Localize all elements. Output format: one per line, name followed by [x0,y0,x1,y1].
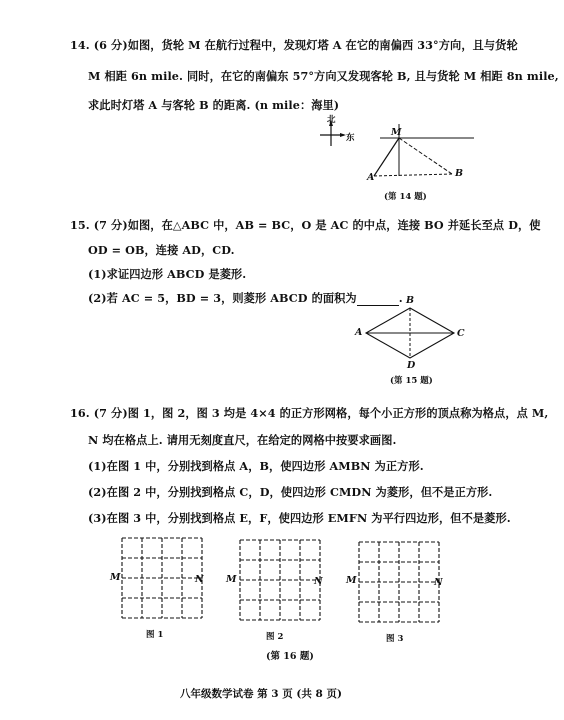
grid-2-caption: 图 2 [266,632,284,642]
page-footer: 八年级数学试卷 第 3 页 (共 8 页) [180,688,342,700]
q15-line-2: OD = OB，连接 AD，CD. [88,243,235,257]
q15-figure [364,306,456,362]
grid-3-label-n: N [434,577,443,588]
compass-north-label: 北 [327,115,336,125]
q16-line-1: 16. (7 分)图 1，图 2，图 3 均是 4×4 的正方形网格，每个小正方形的顶点称为格点，点 M, [70,406,549,420]
q15-label-b: B [406,295,415,306]
grid-1-label-m: M [110,572,121,583]
grid-2-label-m: M [226,574,237,585]
q14-figure [362,124,482,188]
q16-line-4: (2)在图 2 中，分别找到格点 C，D，使四边形 CMDN 为菱形，但不是正方形. [88,485,493,499]
q15-label-c: C [457,328,465,339]
q15-line-4 [88,290,403,306]
q15-line-4-text: (2)若 AC = 5，BD = 3，则菱形 ABCD 的面积为 [88,291,357,305]
grid-1-label-n: N [195,574,204,585]
grid-2-label-n: N [314,576,323,587]
q14-label-a: A [367,172,375,183]
grid-1 [120,536,204,620]
q15-line-3: (1)求证四边形 ABCD 是菱形. [88,267,247,281]
q15-label-a: A [355,327,363,338]
q14-label-b: B [455,168,464,179]
q14-label-m: M [391,127,402,138]
q16-line-3: (1)在图 1 中，分别找到格点 A，B，使四边形 AMBN 为正方形. [88,459,424,473]
q15-line-1: 15. (7 分)如图，在△ABC 中，AB = BC，O 是 AC 的中点，连接 BO 并延长至点 D，使 [70,218,541,232]
q14-caption: (第 14 题) [384,192,427,202]
q15-caption: (第 15 题) [390,376,433,386]
q14-line-3: 求此时灯塔 A 与客轮 B 的距离. (n mile：海里) [88,98,340,112]
grid-3-label-m: M [346,575,357,586]
q14-line-2: M 相距 6n mile. 同时，在它的南偏东 57°方向又发现客轮 B, 且与货轮 M 相距 8n mile, [88,69,559,83]
q14-line-1: 14. (6 分)如图，货轮 M 在航行过程中，发现灯塔 A 在它的南偏西 33°方向，且与货轮 [70,38,518,52]
grid-2 [238,538,322,622]
q15-line-4-end: . [398,291,403,305]
grid-3-caption: 图 3 [386,634,404,644]
answer-blank [357,294,399,306]
q15-label-d: D [407,360,416,371]
q16-line-5: (3)在图 3 中，分别找到格点 E，F，使四边形 EMFN 为平行四边形，但不是菱形. [88,511,511,525]
q16-caption: (第 16 题) [266,651,314,662]
q16-line-2: N 均在格点上. 请用无刻度直尺，在给定的网格中按要求画图. [88,433,397,447]
grid-3 [357,540,441,624]
grid-1-caption: 图 1 [146,630,164,640]
compass-east-label: 东 [346,133,355,143]
